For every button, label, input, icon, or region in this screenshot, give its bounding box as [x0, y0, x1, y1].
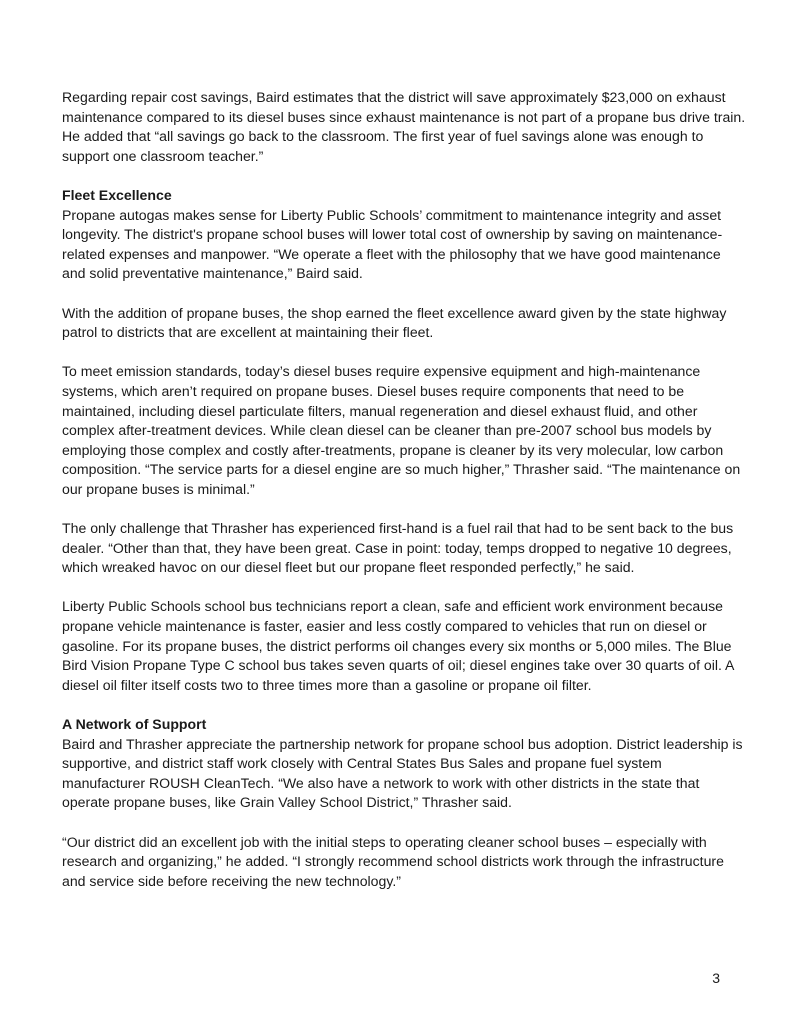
- paragraph-emission-standards: To meet emission standards, today’s diesel buses require expensive equipment and high-maintenance systems, which aren’t required on propane buses. Diesel buses require components that need to be maintained, including diesel particulate filters, manual regeneration and diesel exhaust fluid, and other complex after-treatment devices. While clean diesel can be cleaner than pre-2007 school bus models by employing those complex and costly after-treatments, propane is cleaner by its very molecular, low carbon composition. “The service parts for a diesel engine are so much higher,” Thrasher said. “The maintenance on our propane buses is minimal.”: [62, 363, 741, 497]
- page-body: [62, 88, 747, 911]
- section-heading-fleet-excellence: Fleet Excellence: [62, 186, 172, 203]
- paragraph-technician-report: Liberty Public Schools school bus technicians report a clean, safe and efficient work environment because propane vehicle maintenance is faster, easier and less costly compared to vehicles that run on diesel or gasoline. For its propane buses, the district performs oil changes every six months or 5,000 miles. The Blue Bird Vision Propane Type C school bus takes seven quarts of oil; diesel engines take over 30 quarts of oil. A diesel oil filter itself costs two to three times more than a gasoline or propane oil filter.: [62, 598, 734, 693]
- section-heading-network-of-support: A Network of Support: [62, 716, 207, 732]
- paragraph-propane-autogas: Propane autogas makes sense for Liberty Public Schools’ commitment to maintenance integrity and asset longevity. The district's propane school buses will lower total cost of ownership by saving on maintenance-related expenses and manpower. “We operate a fleet with the philosophy that we have good maintenance and solid preventative maintenance,” Baird said.: [62, 206, 723, 282]
- page-number: 3: [712, 970, 720, 986]
- paragraph-repair-savings: Regarding repair cost savings, Baird estimates that the district will save approximately $23,000 on exhaust maintenance compared to its diesel buses since exhaust maintenance is not part of a propane bus drive train. He added that “all savings go back to the classroom. The first year of fuel savings alone was enough to support one classroom teacher.”: [62, 89, 746, 164]
- paragraph-fleet-award: With the addition of propane buses, the shop earned the fleet excellence award given by the state highway patrol to districts that are excellent at maintaining their fleet.: [62, 304, 727, 341]
- paragraph-closing-quote: “Our district did an excellent job with the initial steps to operating cleaner school buses – especially with research and organizing,” he added. “I strongly recommend school districts work through the infrastructure and service side before receiving the new technology.”: [62, 833, 724, 889]
- paragraph-fuel-rail-challenge: The only challenge that Thrasher has experienced first-hand is a fuel rail that had to be sent back to the bus dealer. “Other than that, they have been great. Case in point: today, temps dropped to negative 10 degrees, which wreaked havoc on our diesel fleet but our propane fleet responded perfectly,” he said.: [62, 520, 734, 576]
- paragraph-partnership-network: Baird and Thrasher appreciate the partnership network for propane school bus adoption. District leadership is supportive, and district staff work closely with Central States Bus Sales and propane fuel system manufacturer ROUSH CleanTech. “We also have a network to work with other districts in the state that operate propane buses, like Grain Valley School District,” Thrasher said.: [62, 735, 743, 811]
